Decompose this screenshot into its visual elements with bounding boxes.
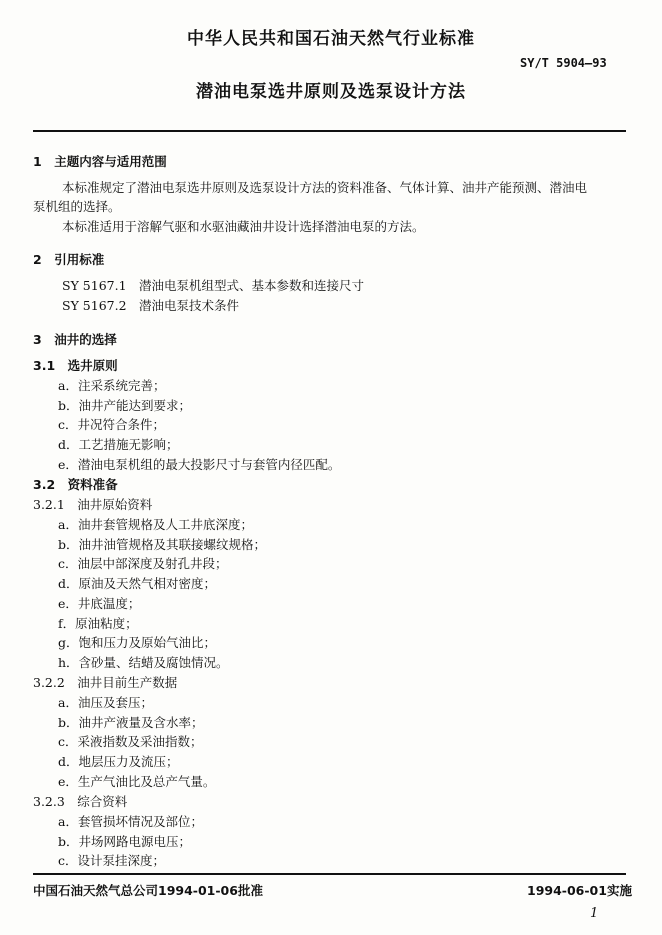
list-item: e．井底温度；	[58, 595, 141, 611]
list-item: c．油层中部深度及射孔井段；	[58, 556, 228, 572]
section-3-2-heading: 3.2 资料准备	[33, 477, 118, 492]
list-item: d．地层压力及流压；	[58, 754, 179, 770]
list-item: a．套管损坏情况及部位；	[58, 814, 203, 829]
list-item: c．设计泵挂深度；	[58, 853, 166, 869]
section-1-paragraph-2: 本标准适用于溶解气驱和水驱油藏油井设计选择潜油电泵的方法。	[62, 219, 425, 234]
list-item: c．采液指数及采油指数；	[58, 734, 203, 750]
list-item: a．油压及套压；	[58, 695, 153, 710]
list-item: a．注采系统完善；	[58, 378, 166, 393]
section-3-2-3-heading: 3.2.3 综合资料	[33, 794, 128, 809]
reference-2: SY 5167.2 潜油电泵技术条件	[62, 298, 240, 313]
list-item: g．饱和压力及原始气油比；	[58, 635, 217, 651]
page-number: 1	[590, 906, 599, 921]
section-1-heading: 1 主题内容与适用范围	[33, 154, 167, 169]
document-title: 潜油电泵选井原则及选泵设计方法	[196, 82, 466, 102]
section-1-paragraph-1-line-1: 本标准规定了潜油电泵选井原则及选泵设计方法的资料准备、气体计算、油井产能预测、潜油电	[62, 180, 588, 195]
section-3-1-heading: 3.1 选井原则	[33, 358, 118, 373]
list-item: d．工艺措施无影响；	[58, 437, 179, 453]
list-item: f．原油粘度；	[58, 615, 138, 631]
list-item: d．原油及天然气相对密度；	[58, 576, 217, 592]
list-item: b．井场网路电源电压；	[58, 833, 192, 849]
footer-rule	[33, 873, 626, 875]
list-item: b．油井油管规格及其联接螺纹规格；	[58, 536, 267, 552]
section-2-heading: 2 引用标准	[33, 252, 105, 267]
section-1-paragraph-1-line-2: 泵机组的选择。	[33, 199, 121, 214]
list-item: h．含砂量、结蜡及腐蚀情况。	[58, 654, 229, 670]
section-3-2-2-heading: 3.2.2 油井目前生产数据	[33, 675, 178, 690]
reference-1: SY 5167.1 潜油电泵机组型式、基本参数和连接尺寸	[62, 278, 365, 293]
approval-date: 中国石油天然气总公司1994-01-06批准	[33, 883, 263, 898]
list-item: a．油井套管规格及人工井底深度；	[58, 517, 253, 532]
section-3-heading: 3 油井的选择	[33, 332, 117, 347]
list-item: b．油井产液量及含水率；	[58, 714, 204, 730]
effective-date: 1994-06-01实施	[527, 883, 632, 898]
section-3-2-1-heading: 3.2.1 油井原始资料	[33, 497, 153, 512]
list-item: e．潜油电泵机组的最大投影尺寸与套管内径匹配。	[58, 456, 341, 472]
list-item: e．生产气油比及总产气量。	[58, 773, 216, 789]
list-item: b．油井产能达到要求；	[58, 397, 192, 413]
standard-code: SY/T 5904—93	[520, 56, 607, 70]
standard-org-title: 中华人民共和国石油天然气行业标准	[187, 29, 475, 49]
header-rule	[33, 130, 626, 132]
list-item: c．井况符合条件；	[58, 417, 166, 433]
